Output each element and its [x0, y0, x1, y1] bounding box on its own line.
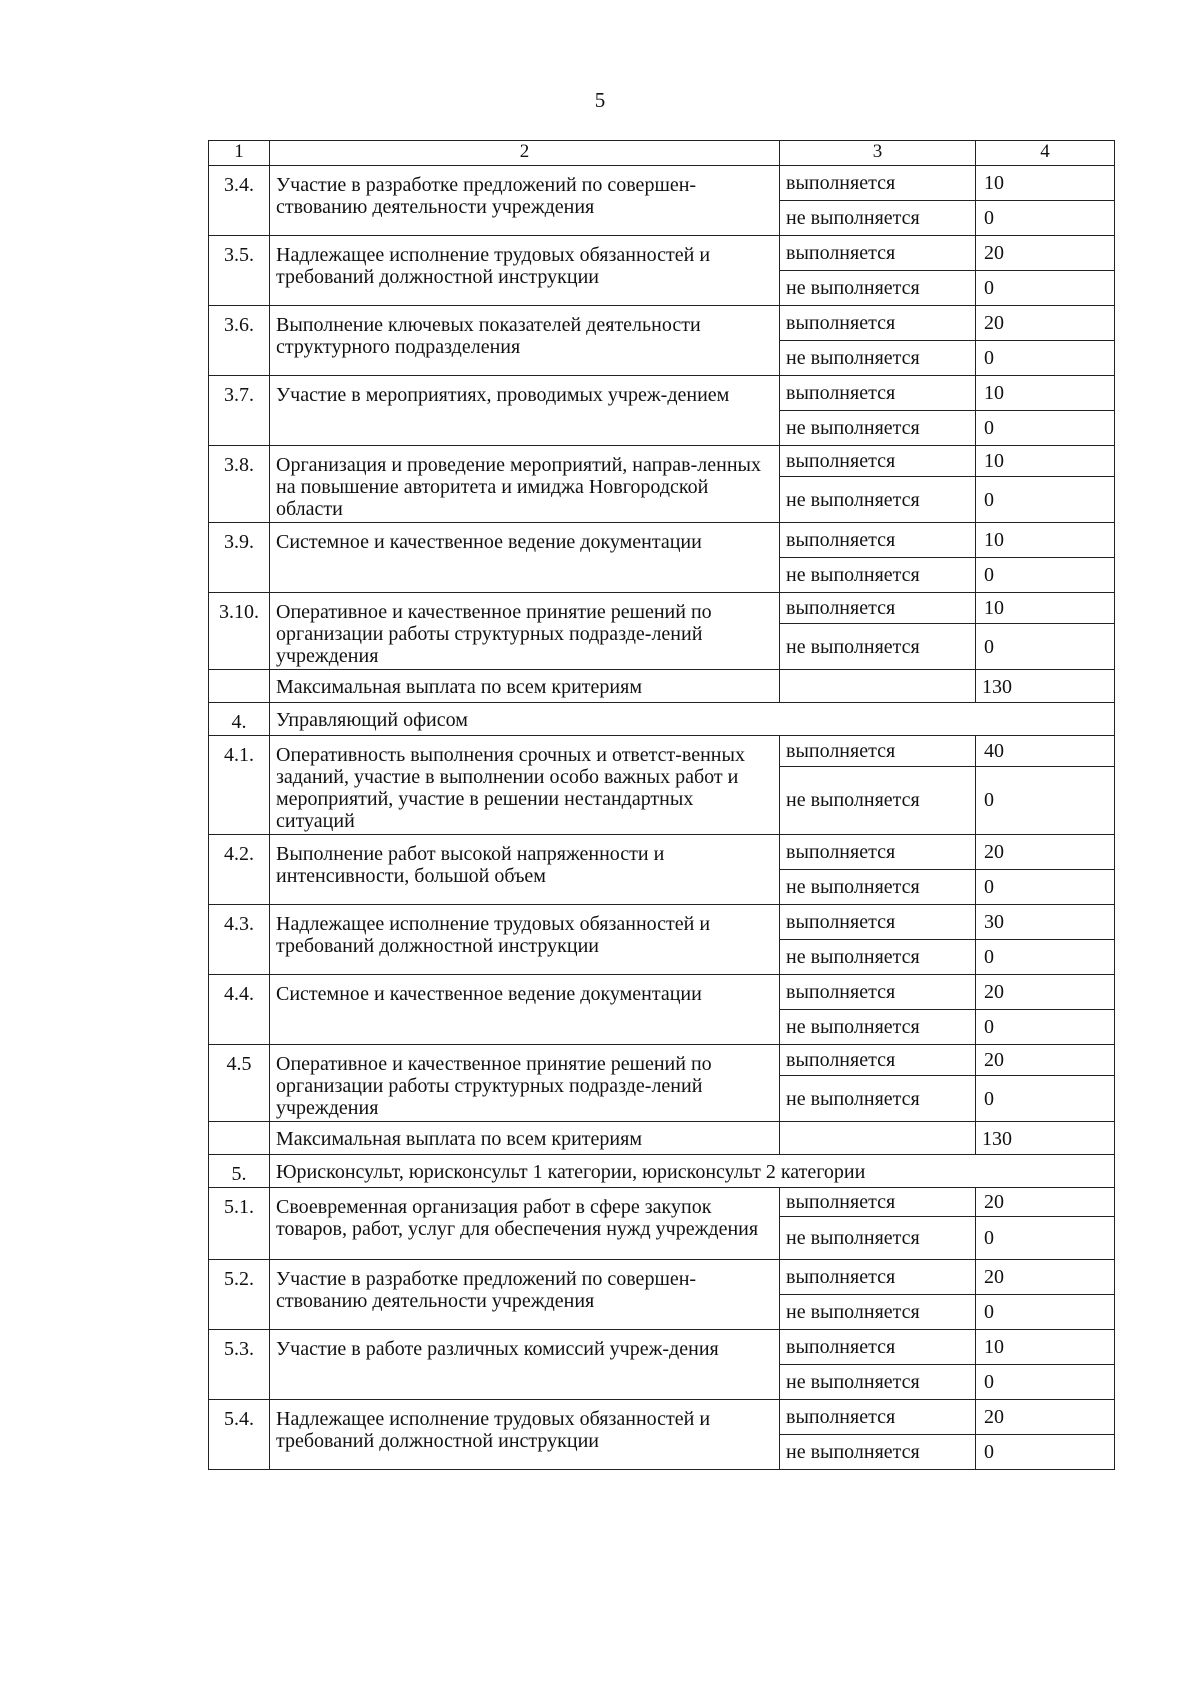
column-header: 1	[209, 141, 270, 166]
score-not-fulfilled: 0	[976, 1076, 1115, 1122]
criterion-number: 3.8.	[209, 446, 270, 523]
total-value: 130	[976, 1122, 1115, 1155]
status-not-fulfilled: не выполняется	[780, 1010, 976, 1045]
status-not-fulfilled: не выполняется	[780, 201, 976, 236]
score-fulfilled: 10	[976, 593, 1115, 624]
status-fulfilled: выполняется	[780, 1045, 976, 1076]
score-fulfilled: 10	[976, 1330, 1115, 1365]
header-row	[209, 141, 1115, 166]
score-not-fulfilled: 0	[976, 341, 1115, 376]
criterion-row	[209, 835, 1115, 870]
score-not-fulfilled: 0	[976, 477, 1115, 523]
criterion-number: 4.3.	[209, 905, 270, 975]
status-fulfilled: выполняется	[780, 905, 976, 940]
criterion-number: 4.5	[209, 1045, 270, 1122]
criterion-text: Организация и проведение мероприятий, направ-ленных на повышение авторитета и имиджа Новгородской области	[270, 446, 780, 523]
column-header: 2	[270, 141, 780, 166]
total-empty-cell	[780, 670, 976, 703]
status-fulfilled: выполняется	[780, 736, 976, 767]
criterion-row	[209, 1045, 1115, 1076]
status-not-fulfilled: не выполняется	[780, 1365, 976, 1400]
section-title: Юрисконсульт, юрисконсульт 1 категории, юрисконсульт 2 категории	[270, 1155, 1115, 1188]
criterion-number: 4.4.	[209, 975, 270, 1045]
score-not-fulfilled: 0	[976, 1295, 1115, 1330]
total-row	[209, 670, 1115, 703]
criterion-row	[209, 523, 1115, 558]
criterion-row	[209, 975, 1115, 1010]
status-fulfilled: выполняется	[780, 835, 976, 870]
section-number: 5.	[209, 1155, 270, 1188]
total-empty-cell	[780, 1122, 976, 1155]
column-header: 3	[780, 141, 976, 166]
score-not-fulfilled: 0	[976, 624, 1115, 670]
score-fulfilled: 20	[976, 835, 1115, 870]
criterion-text: Участие в разработке предложений по совершен-ствованию деятельности учреждения	[270, 1260, 780, 1330]
status-not-fulfilled: не выполняется	[780, 477, 976, 523]
criterion-text: Оперативность выполнения срочных и ответст-венных заданий, участие в выполнении особо важных работ и мероприятий, участие в решении нестандартных ситуаций	[270, 736, 780, 835]
total-row	[209, 1122, 1115, 1155]
score-fulfilled: 10	[976, 523, 1115, 558]
total-label: Максимальная выплата по всем критериям	[270, 1122, 780, 1155]
column-header: 4	[976, 141, 1115, 166]
criterion-text: Надлежащее исполнение трудовых обязанностей и требований должностной инструкции	[270, 1400, 780, 1470]
score-not-fulfilled: 0	[976, 201, 1115, 236]
criterion-text: Выполнение ключевых показателей деятельности структурного подразделения	[270, 306, 780, 376]
total-label: Максимальная выплата по всем критериям	[270, 670, 780, 703]
status-not-fulfilled: не выполняется	[780, 624, 976, 670]
criterion-number: 5.2.	[209, 1260, 270, 1330]
status-not-fulfilled: не выполняется	[780, 870, 976, 905]
status-fulfilled: выполняется	[780, 975, 976, 1010]
score-not-fulfilled: 0	[976, 1365, 1115, 1400]
criterion-text: Надлежащее исполнение трудовых обязанностей и требований должностной инструкции	[270, 236, 780, 306]
score-not-fulfilled: 0	[976, 1435, 1115, 1470]
status-fulfilled: выполняется	[780, 1188, 976, 1217]
criterion-text: Участие в разработке предложений по совершен-ствованию деятельности учреждения	[270, 166, 780, 236]
criterion-number: 3.4.	[209, 166, 270, 236]
criterion-number: 5.1.	[209, 1188, 270, 1260]
criterion-row	[209, 905, 1115, 940]
criteria-table-container	[208, 140, 1114, 1470]
status-fulfilled: выполняется	[780, 1260, 976, 1295]
score-not-fulfilled: 0	[976, 870, 1115, 905]
criterion-text: Оперативное и качественное принятие решений по организации работы структурных подразде-лений учреждения	[270, 1045, 780, 1122]
criterion-number: 3.9.	[209, 523, 270, 593]
section-row	[209, 703, 1115, 736]
status-not-fulfilled: не выполняется	[780, 940, 976, 975]
criterion-row	[209, 1330, 1115, 1365]
score-not-fulfilled: 0	[976, 411, 1115, 446]
score-not-fulfilled: 0	[976, 558, 1115, 593]
criterion-row	[209, 1260, 1115, 1295]
section-row	[209, 1155, 1115, 1188]
score-not-fulfilled: 0	[976, 1217, 1115, 1260]
status-fulfilled: выполняется	[780, 1330, 976, 1365]
criterion-row	[209, 376, 1115, 411]
score-fulfilled: 30	[976, 905, 1115, 940]
criterion-text: Участие в работе различных комиссий учреж-дения	[270, 1330, 780, 1400]
status-not-fulfilled: не выполняется	[780, 271, 976, 306]
status-fulfilled: выполняется	[780, 1400, 976, 1435]
criterion-number: 3.7.	[209, 376, 270, 446]
status-not-fulfilled: не выполняется	[780, 341, 976, 376]
status-not-fulfilled: не выполняется	[780, 1076, 976, 1122]
score-fulfilled: 20	[976, 306, 1115, 341]
criterion-row	[209, 593, 1115, 624]
status-not-fulfilled: не выполняется	[780, 1435, 976, 1470]
status-fulfilled: выполняется	[780, 236, 976, 271]
score-fulfilled: 20	[976, 1260, 1115, 1295]
score-fulfilled: 20	[976, 1045, 1115, 1076]
status-not-fulfilled: не выполняется	[780, 1295, 976, 1330]
criterion-text: Оперативное и качественное принятие решений по организации работы структурных подразде-лений учреждения	[270, 593, 780, 670]
status-fulfilled: выполняется	[780, 593, 976, 624]
status-fulfilled: выполняется	[780, 166, 976, 201]
score-fulfilled: 10	[976, 446, 1115, 477]
status-fulfilled: выполняется	[780, 446, 976, 477]
criterion-number: 3.6.	[209, 306, 270, 376]
total-empty-cell	[209, 670, 270, 703]
score-fulfilled: 10	[976, 376, 1115, 411]
page-number: 5	[594, 88, 606, 112]
criterion-number: 3.10.	[209, 593, 270, 670]
criterion-number: 3.5.	[209, 236, 270, 306]
status-fulfilled: выполняется	[780, 523, 976, 558]
criterion-row	[209, 1400, 1115, 1435]
score-fulfilled: 20	[976, 236, 1115, 271]
score-not-fulfilled: 0	[976, 940, 1115, 975]
criterion-row	[209, 236, 1115, 271]
section-number: 4.	[209, 703, 270, 736]
total-value: 130	[976, 670, 1115, 703]
score-fulfilled: 40	[976, 736, 1115, 767]
criterion-text: Системное и качественное ведение документации	[270, 523, 780, 593]
criterion-row	[209, 736, 1115, 767]
criterion-row	[209, 446, 1115, 477]
status-fulfilled: выполняется	[780, 306, 976, 341]
criterion-row	[209, 1188, 1115, 1217]
criterion-number: 4.2.	[209, 835, 270, 905]
score-fulfilled: 10	[976, 166, 1115, 201]
criterion-text: Своевременная организация работ в сфере закупок товаров, работ, услуг для обеспечения нужд учреждения	[270, 1188, 780, 1260]
criterion-text: Надлежащее исполнение трудовых обязанностей и требований должностной инструкции	[270, 905, 780, 975]
criterion-row	[209, 306, 1115, 341]
status-not-fulfilled: не выполняется	[780, 766, 976, 834]
score-fulfilled: 20	[976, 975, 1115, 1010]
score-fulfilled: 20	[976, 1400, 1115, 1435]
section-title: Управляющий офисом	[270, 703, 1115, 736]
total-empty-cell	[209, 1122, 270, 1155]
criteria-table	[208, 140, 1115, 1470]
score-fulfilled: 20	[976, 1188, 1115, 1217]
score-not-fulfilled: 0	[976, 1010, 1115, 1045]
status-fulfilled: выполняется	[780, 376, 976, 411]
status-not-fulfilled: не выполняется	[780, 558, 976, 593]
criterion-text: Системное и качественное ведение документации	[270, 975, 780, 1045]
criterion-number: 5.3.	[209, 1330, 270, 1400]
score-not-fulfilled: 0	[976, 766, 1115, 834]
criterion-text: Участие в мероприятиях, проводимых учреж-дением	[270, 376, 780, 446]
criterion-text: Выполнение работ высокой напряженности и интенсивности, большой объем	[270, 835, 780, 905]
criterion-row	[209, 166, 1115, 201]
criterion-number: 4.1.	[209, 736, 270, 835]
criterion-number: 5.4.	[209, 1400, 270, 1470]
score-not-fulfilled: 0	[976, 271, 1115, 306]
status-not-fulfilled: не выполняется	[780, 411, 976, 446]
status-not-fulfilled: не выполняется	[780, 1217, 976, 1260]
